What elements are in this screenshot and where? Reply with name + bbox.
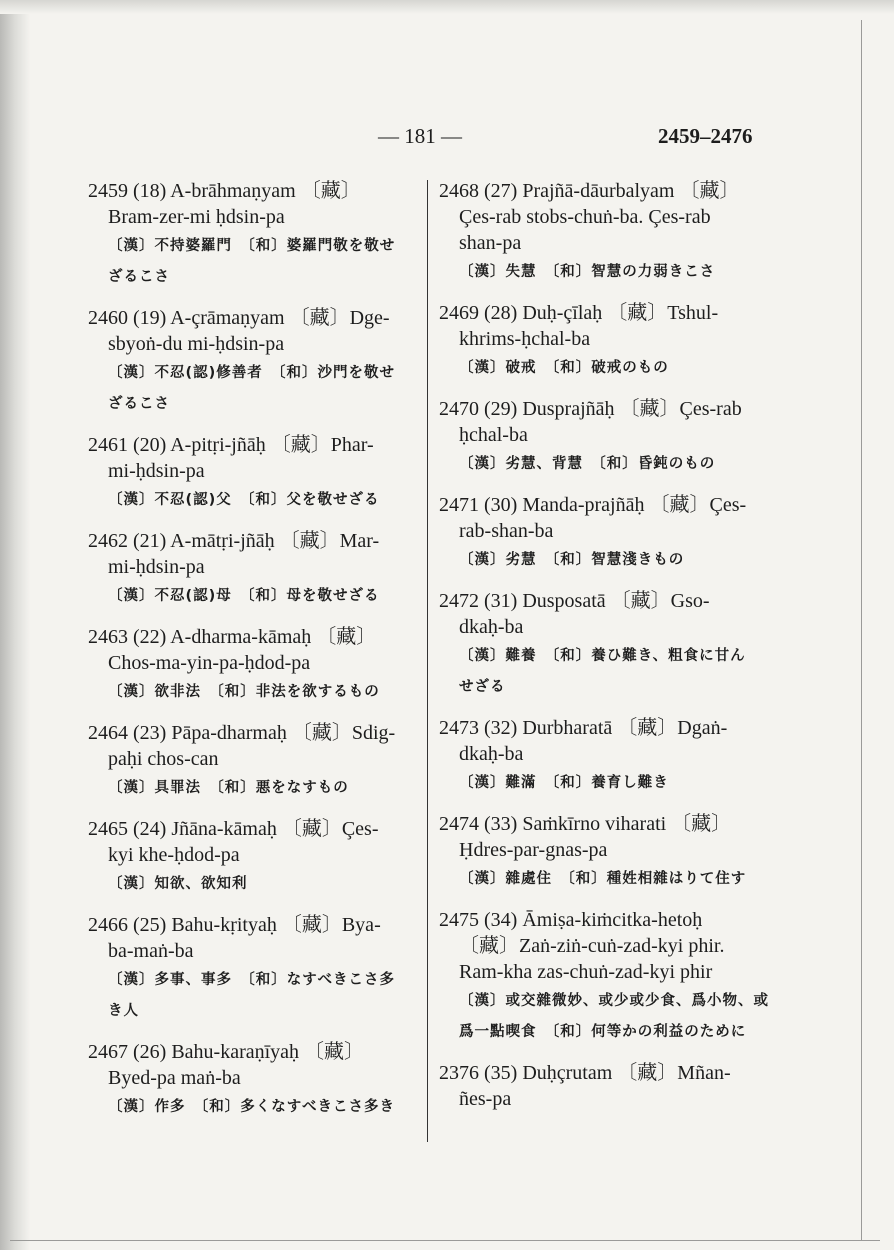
entry-headword: 2473 (32) Durbharatā 〔藏〕Dgaṅ-	[439, 717, 728, 739]
entry-tibetan: Çes-rab stobs-chuṅ-ba. Çes-rab	[459, 206, 711, 228]
entry-headword: 2465 (24) Jñāna-kāmaḥ 〔藏〕Çes-	[88, 818, 379, 840]
entry-translation: せざる	[459, 679, 506, 695]
entry-headword: 2472 (31) Dusposatā 〔藏〕Gso-	[439, 590, 710, 612]
entry-tibetan: Ram-kha zas-chuṅ-zad-kyi phir	[459, 961, 713, 983]
entry-translation: 〔漢〕難滿 〔和〕養育し難き	[459, 775, 669, 791]
entry-tibetan: 〔藏〕Zaṅ-ziṅ-cuṅ-zad-kyi phir.	[459, 935, 725, 957]
dictionary-entry	[88, 432, 428, 515]
entry-headword: 2475 (34) Āmiṣa-kiṁcitka-hetoḥ	[439, 909, 703, 931]
entry-headword: 2468 (27) Prajñā-dāurbalyam 〔藏〕	[439, 180, 740, 202]
entry-headword: 2471 (30) Manda-prajñāḥ 〔藏〕Çes-	[439, 494, 747, 516]
entry-translation: 爲一點喫食 〔和〕何等かの利益のために	[459, 1024, 747, 1040]
entry-headword: 2467 (26) Bahu-karaṇīyaḥ 〔藏〕	[88, 1041, 365, 1063]
entry-tibetan: dkaḥ-ba	[459, 743, 524, 765]
entry-headword: 2460 (19) A-çrāmaṇyam 〔藏〕Dge-	[88, 307, 390, 329]
entry-tibetan: khrims-ḥchal-ba	[459, 328, 591, 350]
entry-tibetan: paḥi chos-can	[108, 748, 219, 770]
entry-tibetan: ḥchal-ba	[459, 424, 528, 446]
entry-tibetan: ñes-pa	[459, 1088, 512, 1110]
entry-translation: 〔漢〕不忍(認)父 〔和〕父を敬せざる	[108, 492, 380, 508]
entry-tibetan: rab-shan-ba	[459, 520, 554, 542]
entry-tibetan: mi-ḥdsin-pa	[108, 460, 205, 482]
entry-headword: 2464 (23) Pāpa-dharmaḥ 〔藏〕Sdig-	[88, 722, 396, 744]
entry-translation: 〔漢〕具罪法 〔和〕悪をなすもの	[108, 780, 349, 796]
dictionary-entry	[88, 720, 428, 803]
entry-headword: 2469 (28) Duḥ-çīlaḥ 〔藏〕Tshul-	[439, 302, 719, 324]
entry-headword: 2470 (29) Dusprajñāḥ 〔藏〕Çes-rab	[439, 398, 742, 420]
entry-headword: 2461 (20) A-pitṛi-jñāḥ 〔藏〕Phar-	[88, 434, 374, 456]
dictionary-entry	[88, 624, 428, 707]
left-column	[88, 178, 428, 1135]
entry-range: 2459–2476	[658, 124, 753, 148]
column-divider	[427, 180, 428, 1142]
entry-translation: 〔漢〕雜處住 〔和〕種姓相雜はりて住す	[459, 871, 747, 887]
entry-translation: 〔漢〕多事、事多 〔和〕なすべきこさ多	[108, 972, 395, 988]
scan-edge-shadow	[0, 0, 30, 1250]
dictionary-entry	[439, 588, 784, 702]
entry-tibetan: kyi khe-ḥdod-pa	[108, 844, 240, 866]
entry-headword: 2462 (21) A-mātṛi-jñāḥ 〔藏〕Mar-	[88, 530, 380, 552]
entry-translation: ざるこさ	[108, 269, 170, 285]
scan-top-shadow	[0, 0, 894, 14]
dictionary-entry	[439, 492, 784, 575]
entry-tibetan: Ḥdres-par-gnas-pa	[459, 839, 608, 861]
entry-tibetan: Chos-ma-yin-pa-ḥdod-pa	[108, 652, 311, 674]
entry-tibetan: Bram-zer-mi ḥdsin-pa	[108, 206, 285, 228]
entry-translation: 〔漢〕不持婆羅門 〔和〕婆羅門敬を敬せ	[108, 238, 396, 254]
dictionary-entry	[439, 178, 784, 287]
entry-tibetan: ba-maṅ-ba	[108, 940, 194, 962]
right-column	[439, 178, 784, 1125]
entry-translation: 〔漢〕失慧 〔和〕智慧の力弱きこさ	[459, 264, 716, 280]
entry-translation: 〔漢〕知欲、欲知利	[108, 876, 248, 892]
entry-headword: 2474 (33) Saṁkīrno viharati 〔藏〕	[439, 813, 732, 835]
dictionary-entry	[439, 300, 784, 383]
entry-tibetan: Byed-pa maṅ-ba	[108, 1067, 241, 1089]
page-number: — 181 —	[378, 124, 462, 148]
dictionary-entry	[439, 1060, 784, 1112]
entry-headword: 2466 (25) Bahu-kṛityaḥ 〔藏〕Bya-	[88, 914, 381, 936]
entry-tibetan: mi-ḥdsin-pa	[108, 556, 205, 578]
entry-translation: 〔漢〕劣慧 〔和〕智慧淺きもの	[459, 552, 685, 568]
entry-translation: 〔漢〕欲非法 〔和〕非法を欲するもの	[108, 684, 380, 700]
dictionary-entry	[88, 528, 428, 611]
entry-headword: 2463 (22) A-dharma-kāmaḥ 〔藏〕	[88, 626, 377, 648]
entry-translation: 〔漢〕破戒 〔和〕破戒のもの	[459, 360, 669, 376]
entry-translation: き人	[108, 1003, 139, 1019]
entry-translation: ざるこさ	[108, 396, 170, 412]
dictionary-entry	[439, 396, 784, 479]
entry-headword: 2376 (35) Duḥçrutam 〔藏〕Mñan-	[439, 1062, 731, 1084]
entry-translation: 〔漢〕不忍(認)修善者 〔和〕沙門を敬せ	[108, 365, 396, 381]
dictionary-entry	[439, 715, 784, 798]
entry-tibetan: dkaḥ-ba	[459, 616, 524, 638]
dictionary-entry	[88, 178, 428, 292]
entry-headword: 2459 (18) A-brāhmaṇyam 〔藏〕	[88, 180, 361, 202]
entry-tibetan: shan-pa	[459, 232, 522, 254]
page-border-bottom	[10, 1240, 880, 1241]
entry-translation: 〔漢〕或交雜微妙、或少或少食、爲小物、或	[459, 993, 769, 1009]
entry-tibetan: sbyoṅ-du mi-ḥdsin-pa	[108, 333, 285, 355]
entry-translation: 〔漢〕不忍(認)母 〔和〕母を敬せざる	[108, 588, 380, 604]
dictionary-entry	[439, 811, 784, 894]
entry-translation: 〔漢〕劣慧、背慧 〔和〕昏鈍のもの	[459, 456, 716, 472]
dictionary-entry	[88, 305, 428, 419]
page-border-right	[861, 20, 862, 1240]
dictionary-entry	[88, 1039, 428, 1122]
entry-translation: 〔漢〕難養 〔和〕養ひ難き、粗食に甘ん	[459, 648, 746, 664]
entry-translation: 〔漢〕作多 〔和〕多くなすべきこさ多き	[108, 1099, 395, 1115]
dictionary-entry	[88, 816, 428, 899]
dictionary-entry	[88, 912, 428, 1026]
dictionary-entry	[439, 907, 784, 1047]
